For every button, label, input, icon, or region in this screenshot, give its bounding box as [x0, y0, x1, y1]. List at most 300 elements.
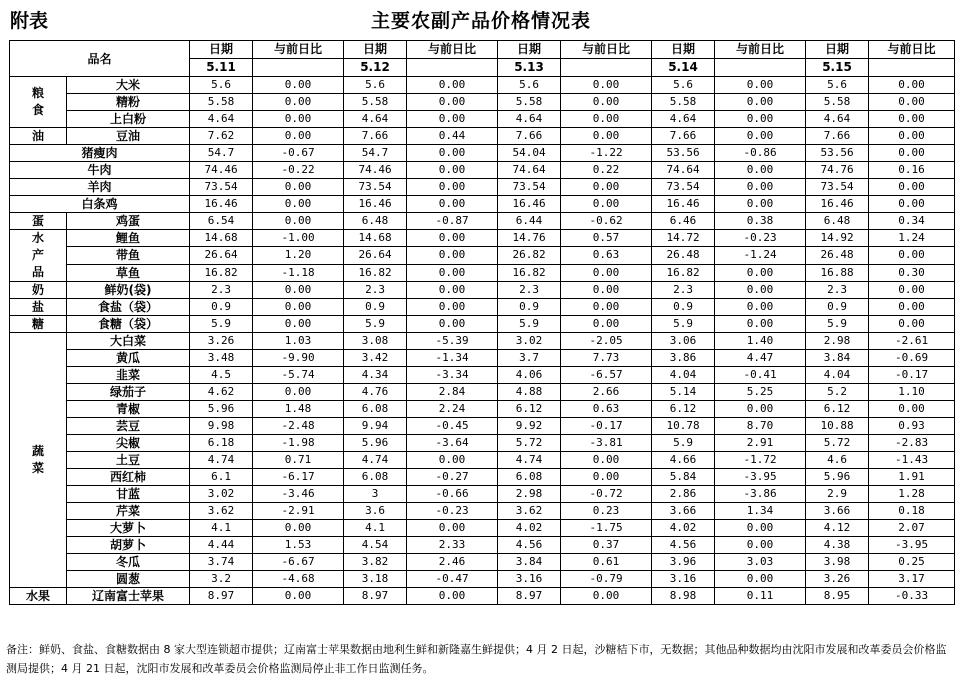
change-cell: -0.27 [407, 469, 498, 486]
price-cell: 6.54 [190, 213, 253, 230]
change-cell: 0.00 [869, 196, 955, 213]
header-blank [715, 59, 806, 77]
change-cell: -1.00 [253, 230, 344, 247]
table-row [10, 469, 955, 486]
price-cell: 73.54 [652, 179, 715, 196]
price-cell: 5.96 [806, 469, 869, 486]
change-cell: 0.00 [407, 196, 498, 213]
table-row [10, 503, 955, 520]
price-cell: 54.7 [190, 145, 253, 162]
table-row [10, 401, 955, 418]
price-cell: 3 [344, 486, 407, 503]
change-cell: 0.00 [715, 401, 806, 418]
price-cell: 8.97 [190, 588, 253, 605]
change-cell: -0.23 [715, 230, 806, 247]
change-cell: 0.00 [561, 588, 652, 605]
price-cell: 74.64 [498, 162, 561, 179]
price-cell: 7.66 [498, 128, 561, 145]
date-value: 5.14 [652, 59, 715, 77]
change-cell: 0.00 [253, 384, 344, 401]
change-cell: 0.11 [715, 588, 806, 605]
change-cell: 8.70 [715, 418, 806, 435]
change-cell: -2.61 [869, 333, 955, 350]
price-cell: 5.84 [652, 469, 715, 486]
table-row [10, 111, 955, 128]
change-cell: 0.00 [561, 94, 652, 111]
price-cell: 2.3 [806, 282, 869, 299]
change-cell: 0.38 [715, 213, 806, 230]
price-cell: 3.66 [652, 503, 715, 520]
change-cell: 0.00 [561, 77, 652, 94]
price-cell: 73.54 [498, 179, 561, 196]
change-cell: 0.00 [407, 247, 498, 264]
change-cell: 0.00 [253, 94, 344, 111]
price-cell: 5.72 [498, 435, 561, 452]
change-cell: -6.67 [253, 554, 344, 571]
table-row [10, 537, 955, 554]
change-cell: -1.22 [561, 145, 652, 162]
price-cell: 6.12 [806, 401, 869, 418]
table-row [10, 77, 955, 94]
price-cell: 6.08 [344, 401, 407, 418]
change-cell: 0.00 [715, 282, 806, 299]
header-date: 日期 [806, 41, 869, 59]
table-row [10, 384, 955, 401]
change-cell: 1.28 [869, 486, 955, 503]
item-name: 大萝卜 [67, 520, 190, 537]
change-cell: 0.00 [561, 282, 652, 299]
category-cell: 粮 食 [10, 77, 67, 128]
header-compare: 与前日比 [561, 41, 652, 59]
change-cell: -1.34 [407, 350, 498, 367]
price-cell: 8.95 [806, 588, 869, 605]
change-cell: -3.64 [407, 435, 498, 452]
change-cell: 0.00 [869, 77, 955, 94]
change-cell: -3.95 [869, 537, 955, 554]
footnote: 备注：鲜奶、食盐、食糖数据由 8 家大型连锁超市提供；辽南富士苹果数据由地利生鲜和新隆嘉生鲜提供；4 月 2 日起，沙糖桔下市，无数据；其他品种数据均由沈阳市发展和改革委员会价格监测局提供；4 月 21 日起，沈阳市发展和改革委员会价格监测局停止非工作日监测任务。 [6, 643, 947, 675]
price-cell: 3.02 [190, 486, 253, 503]
item-name: 草鱼 [67, 264, 190, 281]
change-cell: -3.86 [715, 486, 806, 503]
item-name: 豆油 [67, 128, 190, 145]
price-cell: 4.02 [498, 520, 561, 537]
price-cell: 26.48 [806, 247, 869, 264]
category-cell: 蛋 [10, 213, 67, 230]
change-cell: 0.00 [253, 588, 344, 605]
change-cell: 2.24 [407, 401, 498, 418]
table-row [10, 179, 955, 196]
change-cell: 0.00 [407, 264, 498, 281]
change-cell: -0.87 [407, 213, 498, 230]
item-name: 猪瘦肉 [10, 145, 190, 162]
price-cell: 3.06 [652, 333, 715, 350]
price-cell: 16.46 [344, 196, 407, 213]
change-cell: 0.00 [715, 264, 806, 281]
price-cell: 10.88 [806, 418, 869, 435]
price-cell: 4.74 [344, 452, 407, 469]
price-cell: 14.68 [190, 230, 253, 247]
price-cell: 4.62 [190, 384, 253, 401]
change-cell: -0.23 [407, 503, 498, 520]
header-row-1 [10, 41, 955, 59]
change-cell: 0.00 [407, 179, 498, 196]
price-cell: 4.74 [190, 452, 253, 469]
item-name: 西红柿 [67, 469, 190, 486]
price-cell: 6.18 [190, 435, 253, 452]
change-cell: 0.00 [253, 111, 344, 128]
change-cell: 0.00 [869, 94, 955, 111]
header-blank [869, 59, 955, 77]
change-cell: 0.00 [407, 162, 498, 179]
change-cell: 0.00 [869, 299, 955, 316]
price-cell: 4.64 [344, 111, 407, 128]
item-name: 精粉 [67, 94, 190, 111]
price-cell: 14.68 [344, 230, 407, 247]
price-cell: 16.88 [806, 264, 869, 281]
price-cell: 4.56 [652, 537, 715, 554]
item-name: 辽南富士苹果 [67, 588, 190, 605]
header-compare: 与前日比 [407, 41, 498, 59]
change-cell: -0.86 [715, 145, 806, 162]
change-cell: -6.17 [253, 469, 344, 486]
item-name: 上白粉 [67, 111, 190, 128]
price-cell: 4.38 [806, 537, 869, 554]
price-cell: 3.48 [190, 350, 253, 367]
header-blank [407, 59, 498, 77]
change-cell: 0.34 [869, 213, 955, 230]
price-cell: 5.96 [190, 401, 253, 418]
change-cell: 0.30 [869, 264, 955, 281]
price-cell: 5.58 [190, 94, 253, 111]
change-cell: 0.00 [715, 196, 806, 213]
page-header [0, 0, 962, 40]
price-cell: 54.04 [498, 145, 561, 162]
price-cell: 4.12 [806, 520, 869, 537]
item-name: 绿茄子 [67, 384, 190, 401]
item-name: 圆葱 [67, 571, 190, 588]
change-cell: 0.00 [407, 77, 498, 94]
price-cell: 73.54 [344, 179, 407, 196]
change-cell: 0.00 [715, 571, 806, 588]
price-cell: 2.3 [652, 282, 715, 299]
table-row [10, 571, 955, 588]
price-cell: 4.1 [344, 520, 407, 537]
change-cell: 0.00 [869, 111, 955, 128]
price-cell: 4.02 [652, 520, 715, 537]
table-row [10, 213, 955, 230]
price-cell: 0.9 [190, 299, 253, 316]
change-cell: -0.67 [253, 145, 344, 162]
change-cell: 2.07 [869, 520, 955, 537]
price-cell: 4.64 [806, 111, 869, 128]
change-cell: -3.95 [715, 469, 806, 486]
price-cell: 4.64 [190, 111, 253, 128]
price-cell: 4.64 [498, 111, 561, 128]
change-cell: 0.44 [407, 128, 498, 145]
date-value: 5.11 [190, 59, 253, 77]
item-name: 食糖（袋） [67, 316, 190, 333]
price-cell: 0.9 [344, 299, 407, 316]
price-cell: 26.64 [344, 247, 407, 264]
table-row [10, 145, 955, 162]
item-name: 鲜奶(袋) [67, 282, 190, 299]
change-cell: 0.00 [253, 299, 344, 316]
price-cell: 6.08 [344, 469, 407, 486]
table-row [10, 350, 955, 367]
change-cell: 2.91 [715, 435, 806, 452]
price-cell: 26.82 [498, 247, 561, 264]
price-cell: 6.48 [344, 213, 407, 230]
change-cell: -2.05 [561, 333, 652, 350]
item-name: 冬瓜 [67, 554, 190, 571]
change-cell: 1.03 [253, 333, 344, 350]
price-cell: 14.76 [498, 230, 561, 247]
item-name: 芹菜 [67, 503, 190, 520]
price-cell: 5.9 [190, 316, 253, 333]
header-pinming: 品名 [10, 41, 190, 77]
change-cell: 0.00 [715, 299, 806, 316]
change-cell: 0.00 [253, 179, 344, 196]
table-row [10, 196, 955, 213]
price-cell: 3.62 [190, 503, 253, 520]
change-cell: 0.00 [407, 282, 498, 299]
price-cell: 4.74 [498, 452, 561, 469]
change-cell: -4.68 [253, 571, 344, 588]
price-cell: 16.46 [806, 196, 869, 213]
table-row [10, 264, 955, 281]
price-cell: 8.98 [652, 588, 715, 605]
price-cell: 74.64 [652, 162, 715, 179]
price-cell: 4.04 [652, 367, 715, 384]
price-cell: 2.3 [498, 282, 561, 299]
change-cell: -0.47 [407, 571, 498, 588]
table-row [10, 128, 955, 145]
price-cell: 54.7 [344, 145, 407, 162]
change-cell: 0.00 [561, 111, 652, 128]
change-cell: 0.00 [561, 179, 652, 196]
price-cell: 6.12 [652, 401, 715, 418]
change-cell: -2.83 [869, 435, 955, 452]
price-cell: 4.1 [190, 520, 253, 537]
date-value: 5.12 [344, 59, 407, 77]
price-cell: 5.6 [190, 77, 253, 94]
price-cell: 6.46 [652, 213, 715, 230]
price-cell: 16.46 [652, 196, 715, 213]
change-cell: 0.16 [869, 162, 955, 179]
change-cell: 0.00 [869, 179, 955, 196]
change-cell: -2.91 [253, 503, 344, 520]
category-cell: 盐 [10, 299, 67, 316]
change-cell: -0.17 [869, 367, 955, 384]
change-cell: 0.00 [869, 401, 955, 418]
table-row [10, 452, 955, 469]
change-cell: 5.25 [715, 384, 806, 401]
price-cell: 7.66 [344, 128, 407, 145]
change-cell: -3.34 [407, 367, 498, 384]
price-cell: 4.06 [498, 367, 561, 384]
price-cell: 3.84 [806, 350, 869, 367]
change-cell: 0.00 [407, 94, 498, 111]
change-cell: 0.00 [407, 316, 498, 333]
price-cell: 16.82 [498, 264, 561, 281]
change-cell: 0.00 [253, 77, 344, 94]
price-cell: 3.98 [806, 554, 869, 571]
price-cell: 5.9 [652, 316, 715, 333]
price-cell: 5.6 [652, 77, 715, 94]
price-cell: 3.16 [498, 571, 561, 588]
price-cell: 6.12 [498, 401, 561, 418]
price-cell: 4.6 [806, 452, 869, 469]
change-cell: -0.62 [561, 213, 652, 230]
change-cell: 0.57 [561, 230, 652, 247]
item-name: 尖椒 [67, 435, 190, 452]
price-cell: 26.48 [652, 247, 715, 264]
price-cell: 2.98 [498, 486, 561, 503]
price-cell: 53.56 [806, 145, 869, 162]
price-cell: 3.96 [652, 554, 715, 571]
price-cell: 74.76 [806, 162, 869, 179]
change-cell: 0.00 [715, 537, 806, 554]
price-cell: 3.18 [344, 571, 407, 588]
category-cell: 糖 [10, 316, 67, 333]
item-name: 食盐（袋） [67, 299, 190, 316]
table-row [10, 435, 955, 452]
price-cell: 4.54 [344, 537, 407, 554]
change-cell: 0.00 [715, 111, 806, 128]
price-cell: 16.82 [652, 264, 715, 281]
change-cell: -6.57 [561, 367, 652, 384]
category-cell: 蔬 菜 [10, 333, 67, 588]
price-cell: 16.82 [344, 264, 407, 281]
change-cell: -1.43 [869, 452, 955, 469]
table-row [10, 247, 955, 264]
price-cell: 7.66 [652, 128, 715, 145]
date-value: 5.15 [806, 59, 869, 77]
change-cell: 0.23 [561, 503, 652, 520]
change-cell: 0.63 [561, 247, 652, 264]
table-row [10, 367, 955, 384]
table-row [10, 333, 955, 350]
change-cell: 0.00 [715, 179, 806, 196]
change-cell: 0.00 [407, 145, 498, 162]
price-cell: 16.46 [498, 196, 561, 213]
price-cell: 14.92 [806, 230, 869, 247]
item-name: 青椒 [67, 401, 190, 418]
change-cell: 0.00 [253, 196, 344, 213]
price-cell: 16.46 [190, 196, 253, 213]
price-cell: 4.5 [190, 367, 253, 384]
change-cell: 0.00 [715, 520, 806, 537]
price-cell: 3.26 [806, 571, 869, 588]
change-cell: 0.00 [561, 452, 652, 469]
change-cell: 2.66 [561, 384, 652, 401]
change-cell: -0.17 [561, 418, 652, 435]
header-date: 日期 [190, 41, 253, 59]
change-cell: -1.75 [561, 520, 652, 537]
price-cell: 3.7 [498, 350, 561, 367]
price-cell: 3.26 [190, 333, 253, 350]
item-name: 鲤鱼 [67, 230, 190, 247]
price-cell: 5.9 [652, 435, 715, 452]
price-cell: 3.02 [498, 333, 561, 350]
change-cell: -9.90 [253, 350, 344, 367]
date-value: 5.13 [498, 59, 561, 77]
change-cell: 0.00 [869, 316, 955, 333]
change-cell: 0.00 [715, 162, 806, 179]
item-name: 鸡蛋 [67, 213, 190, 230]
price-cell: 5.6 [344, 77, 407, 94]
price-cell: 53.56 [652, 145, 715, 162]
price-cell: 26.64 [190, 247, 253, 264]
price-cell: 4.56 [498, 537, 561, 554]
change-cell: -0.66 [407, 486, 498, 503]
price-cell: 5.9 [498, 316, 561, 333]
price-cell: 0.9 [806, 299, 869, 316]
table-row [10, 282, 955, 299]
change-cell: -1.72 [715, 452, 806, 469]
header-compare: 与前日比 [253, 41, 344, 59]
change-cell: 7.73 [561, 350, 652, 367]
category-cell: 水 产 品 [10, 230, 67, 282]
change-cell: 0.00 [869, 145, 955, 162]
item-name: 芸豆 [67, 418, 190, 435]
item-name: 甘蓝 [67, 486, 190, 503]
change-cell: 0.37 [561, 537, 652, 554]
change-cell: 1.40 [715, 333, 806, 350]
change-cell: 0.00 [407, 588, 498, 605]
table-row [10, 316, 955, 333]
price-cell: 5.58 [652, 94, 715, 111]
change-cell: 0.18 [869, 503, 955, 520]
change-cell: -0.79 [561, 571, 652, 588]
change-cell: 0.00 [407, 520, 498, 537]
table-row [10, 418, 955, 435]
header-blank [253, 59, 344, 77]
price-cell: 4.66 [652, 452, 715, 469]
price-cell: 3.62 [498, 503, 561, 520]
change-cell: 0.00 [407, 111, 498, 128]
change-cell: 0.00 [253, 520, 344, 537]
price-table [9, 40, 955, 605]
change-cell: 0.00 [715, 94, 806, 111]
price-cell: 4.76 [344, 384, 407, 401]
change-cell: 0.71 [253, 452, 344, 469]
category-cell: 水果 [10, 588, 67, 605]
price-cell: 8.97 [498, 588, 561, 605]
change-cell: 0.22 [561, 162, 652, 179]
item-name: 韭菜 [67, 367, 190, 384]
change-cell: -0.45 [407, 418, 498, 435]
price-cell: 3.08 [344, 333, 407, 350]
price-cell: 9.92 [498, 418, 561, 435]
change-cell: 0.00 [561, 128, 652, 145]
price-cell: 4.64 [652, 111, 715, 128]
header-date: 日期 [652, 41, 715, 59]
table-row [10, 162, 955, 179]
header-compare: 与前日比 [715, 41, 806, 59]
price-cell: 5.6 [806, 77, 869, 94]
table-row [10, 554, 955, 571]
change-cell: 0.00 [407, 230, 498, 247]
price-cell: 74.46 [190, 162, 253, 179]
price-cell: 3.16 [652, 571, 715, 588]
price-cell: 2.9 [806, 486, 869, 503]
change-cell: -3.46 [253, 486, 344, 503]
change-cell: 0.00 [561, 264, 652, 281]
change-cell: 0.00 [253, 316, 344, 333]
change-cell: 1.24 [869, 230, 955, 247]
item-name: 黄瓜 [67, 350, 190, 367]
